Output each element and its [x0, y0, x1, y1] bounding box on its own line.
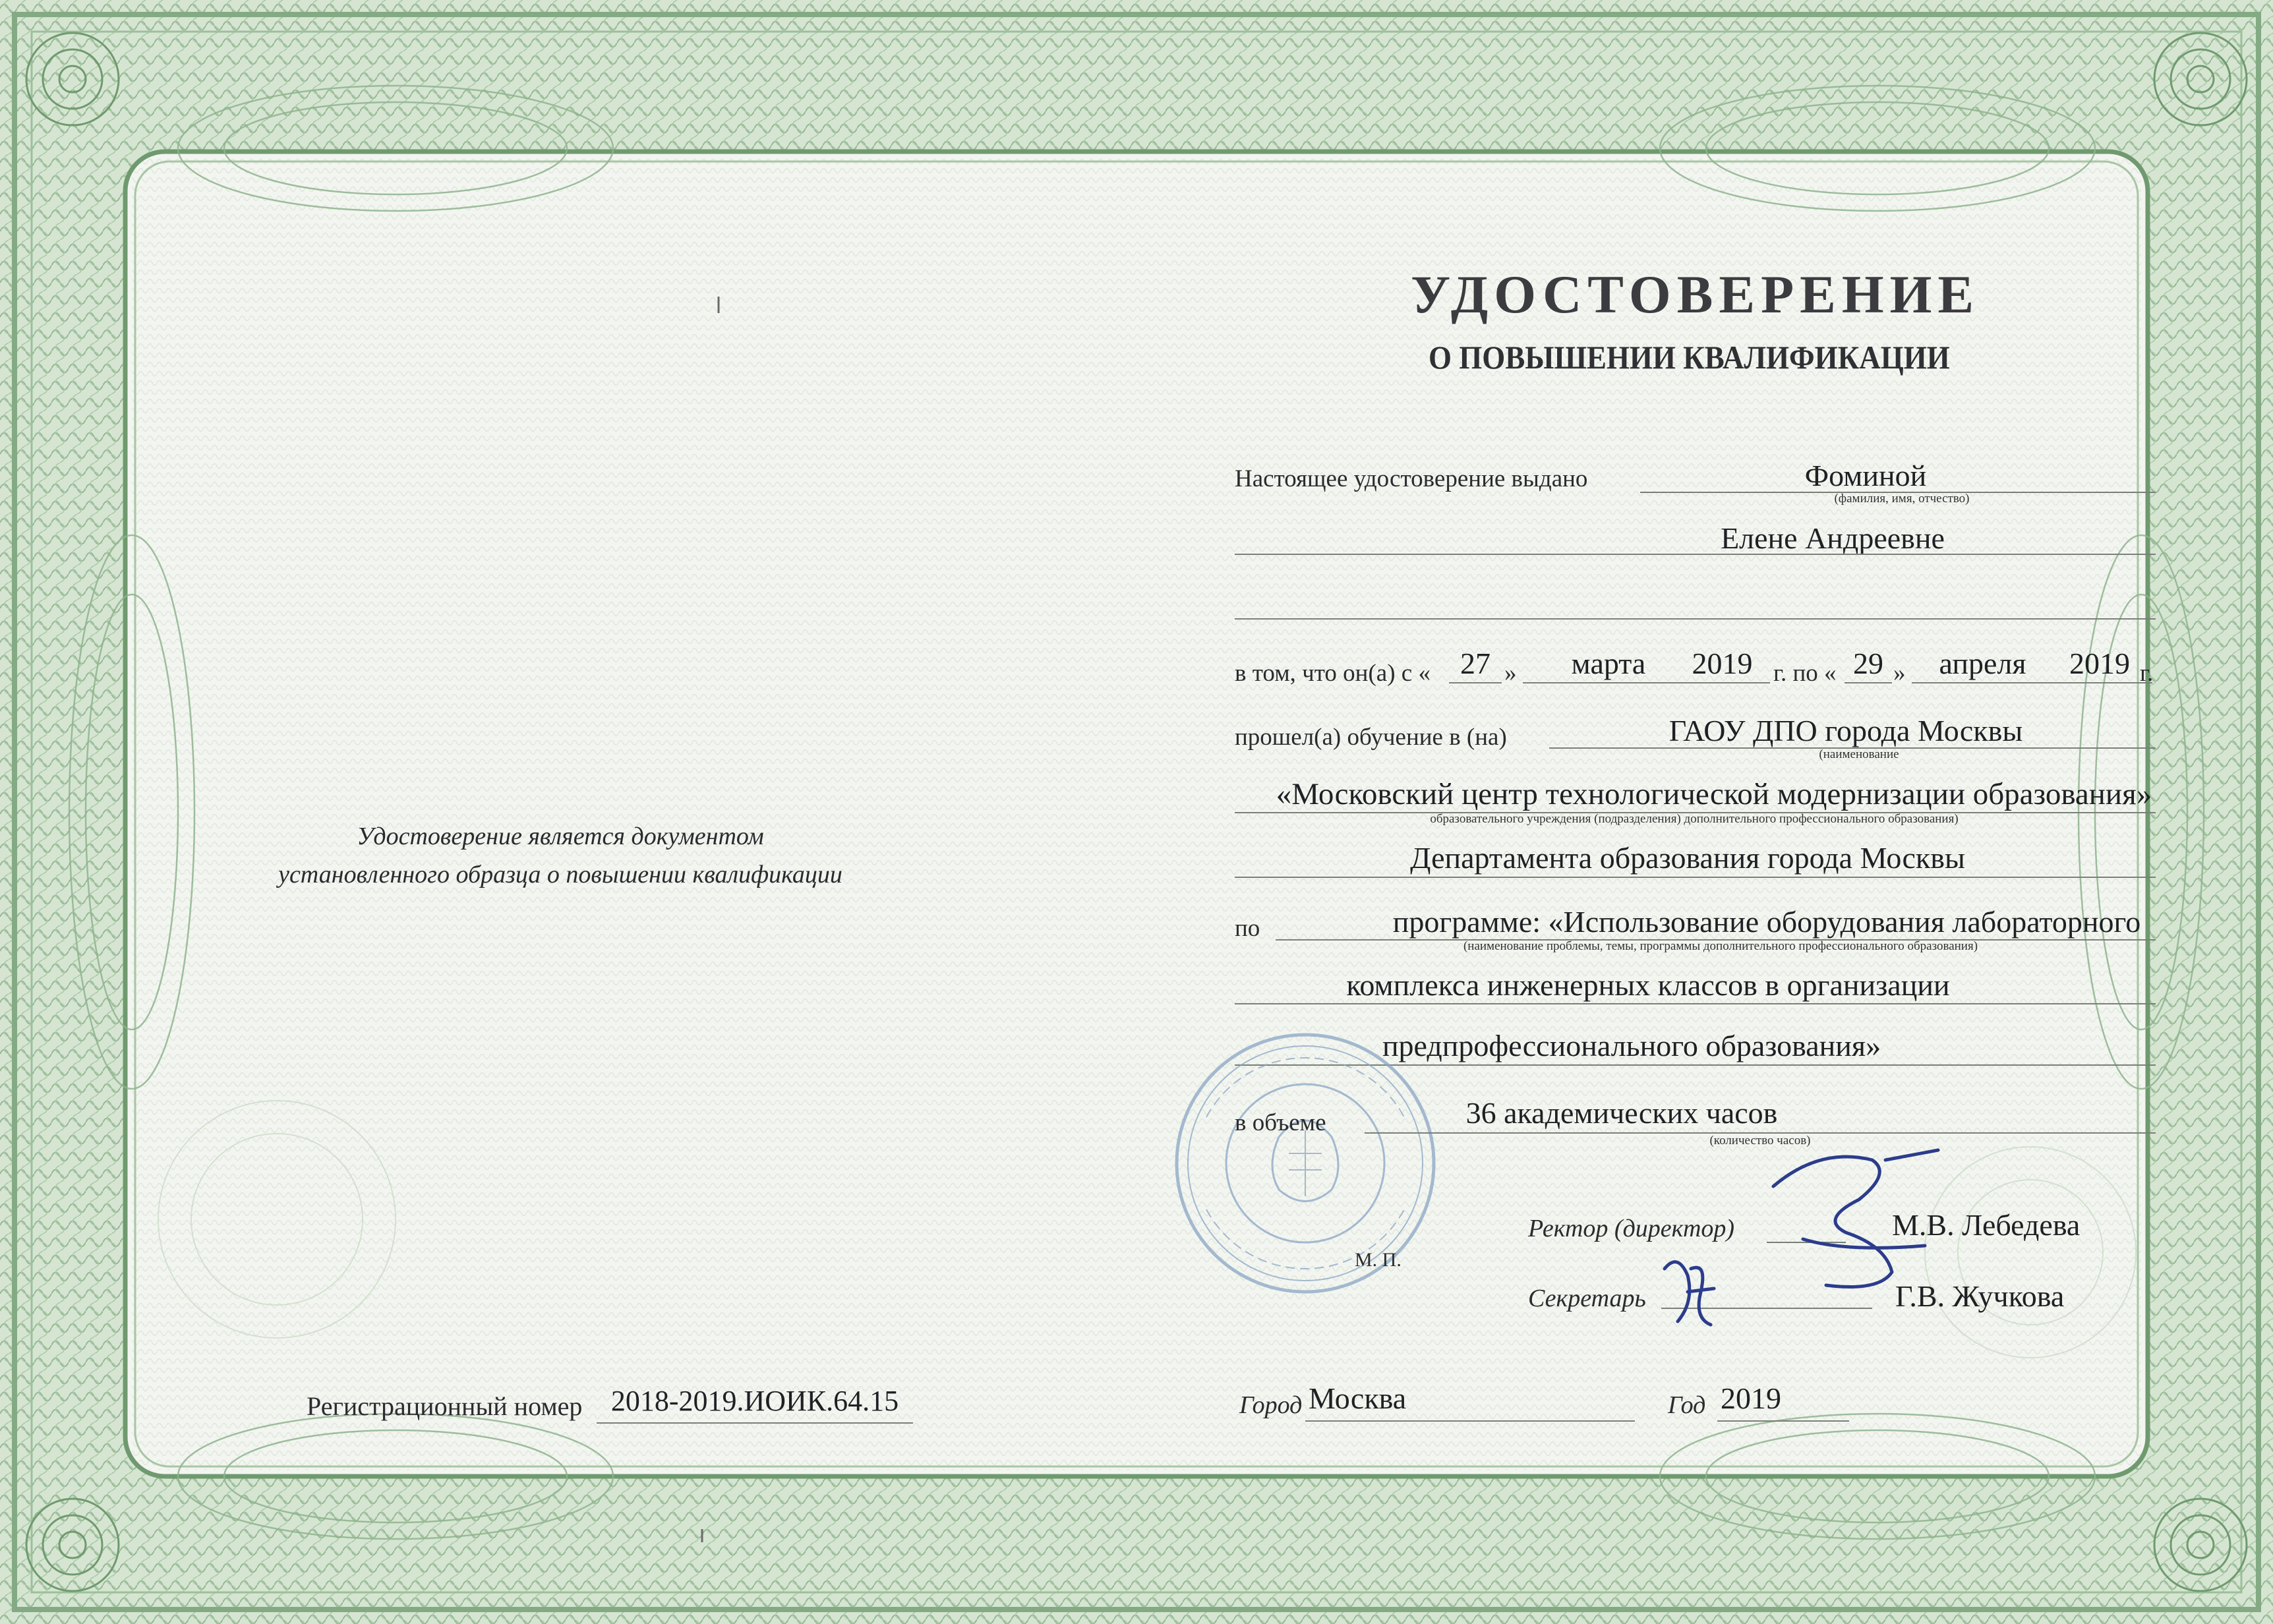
end-day-line	[1845, 682, 1892, 683]
institution-line-3	[1235, 877, 2156, 878]
institution-name-1: ГАОУ ДПО города Москвы	[1668, 714, 2023, 747]
program-line-2: комплекса инженерных классов в организации	[1346, 968, 1950, 1002]
volume-label: в объеме	[1235, 1109, 1326, 1136]
secretary-name: Г.В. Жучкова	[1895, 1279, 2065, 1313]
period-prefix: в том, что он(а) с «	[1235, 660, 1431, 687]
recipient-given-names: Елене Андреевне	[1721, 521, 1945, 555]
year-label: Год	[1668, 1391, 1706, 1419]
name-caption: (фамилия, имя, отчество)	[1834, 492, 1970, 506]
blank-line	[1235, 618, 2156, 620]
institution-label: прошел(а) обучение в (на)	[1235, 724, 1507, 751]
issued-label: Настоящее удостоверение выдано	[1235, 465, 1588, 492]
validity-note	[198, 817, 923, 894]
start-day-quote: »	[1504, 660, 1517, 687]
year-line	[1717, 1420, 1849, 1422]
end-month-line	[1912, 682, 2053, 683]
secretary-label: Секретарь	[1528, 1285, 1646, 1312]
registration-number: 2018-2019.ИОИК.64.15	[610, 1385, 899, 1417]
program-caption: (наименование проблемы, темы, программы дополнительного профессионального образования)	[1463, 939, 1978, 953]
program-line-1: программе: «Использование оборудования лабораторного	[1392, 905, 2141, 939]
program-label: по	[1235, 915, 1260, 942]
start-month: марта	[1571, 647, 1646, 680]
institution-name-2: «Московский центр технологической модернизации образования»	[1276, 777, 2152, 811]
secretary-sign-line	[1661, 1308, 1872, 1309]
end-month: апреля	[1939, 647, 2026, 680]
end-year-line	[2047, 682, 2152, 683]
rector-sign-line	[1767, 1242, 1846, 1243]
start-month-line	[1523, 682, 1694, 683]
city-label: Город	[1239, 1391, 1303, 1419]
city-line	[1305, 1420, 1635, 1422]
recipient-surname: Фоминой	[1804, 459, 1927, 492]
volume-caption: (количество часов)	[1709, 1134, 1811, 1147]
volume-value: 36 академических часов	[1465, 1096, 1778, 1130]
start-day-line	[1449, 682, 1502, 683]
end-year: 2019	[2069, 647, 2130, 680]
rector-label: Ректор (директор)	[1528, 1215, 1735, 1242]
institution-caption-1: (наименование	[1819, 747, 1899, 761]
official-seal	[1167, 1025, 1444, 1302]
registration-label: Регистрационный номер	[307, 1391, 583, 1421]
institution-caption-2: образовательного учреждения (подразделения) дополнительного профессионального образования)	[1430, 812, 1959, 826]
document-title: УДОСТОВЕРЕНИЕ	[1411, 264, 1980, 324]
seal-label: М. П.	[1355, 1249, 1402, 1271]
institution-name-3: Департамента образования города Москвы	[1410, 841, 1965, 875]
period-suffix: г.	[2140, 660, 2154, 687]
registration-line	[597, 1422, 913, 1424]
city-value: Москва	[1309, 1381, 1407, 1415]
given-names-line	[1235, 554, 2156, 555]
start-year: 2019	[1692, 647, 1753, 680]
start-year-line	[1674, 682, 1770, 683]
end-day: 29	[1853, 647, 1883, 680]
program-underline-2	[1235, 1003, 2156, 1004]
validity-note-line-1: Удостоверение является документом	[357, 823, 764, 850]
validity-note-line-2: установленного образца о повышении квалификации	[278, 861, 842, 888]
start-day: 27	[1460, 647, 1491, 680]
rector-name: М.В. Лебедева	[1892, 1208, 2081, 1242]
year-value: 2019	[1721, 1381, 1781, 1415]
document-subtitle: О ПОВЫШЕНИИ КВАЛИФИКАЦИИ	[1429, 339, 1950, 376]
period-mid: г. по «	[1773, 660, 1837, 687]
end-day-quote: »	[1893, 660, 1906, 687]
program-line-3: предпрофессионального образования»	[1382, 1029, 1881, 1062]
